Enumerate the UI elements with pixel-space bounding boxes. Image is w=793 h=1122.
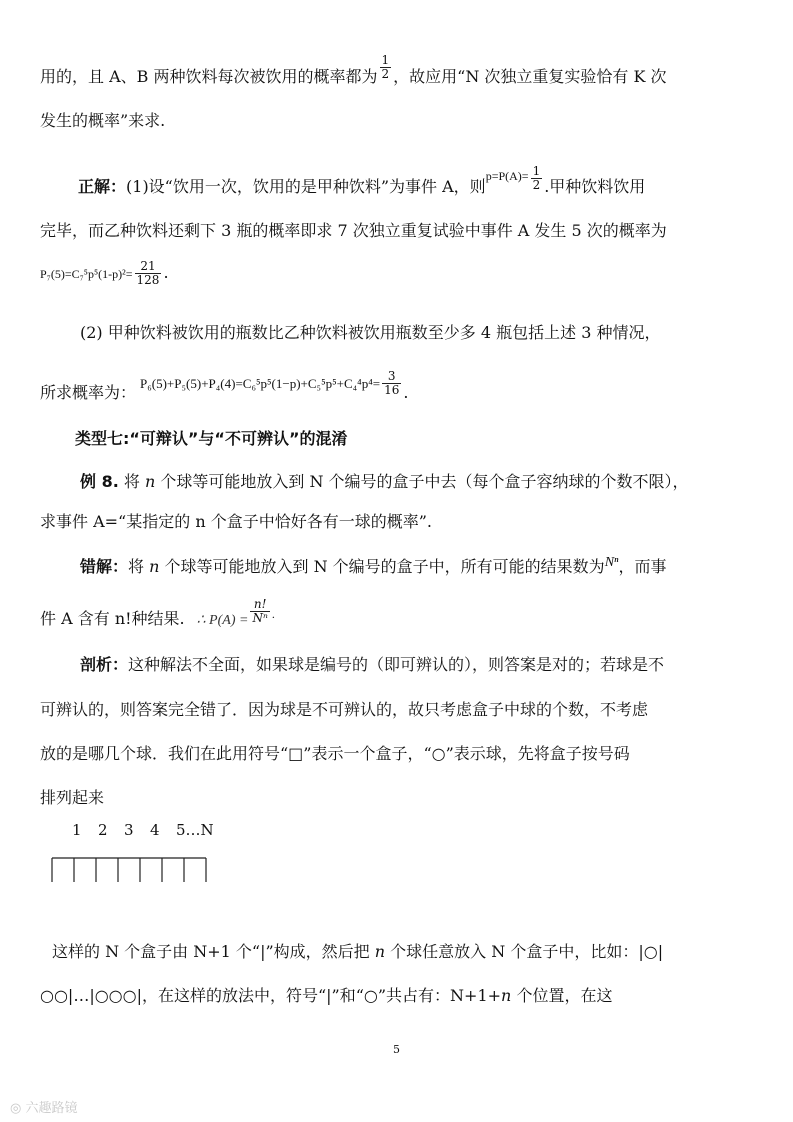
box-label: 3	[124, 821, 134, 839]
analysis-label: 剖析：	[80, 655, 129, 674]
fraction-p: $\frac{1}{2}$	[532, 164, 541, 192]
para1-line2: 发生的概率”来求.	[40, 111, 166, 130]
tail-line2: ○○|…|○○○|，在这样的放法中，符号“|”和“○”共占有：N+1+n 个位置，在这	[40, 986, 613, 1005]
box-label: 4	[150, 821, 160, 839]
solution-label: 正解：	[78, 177, 127, 196]
fraction-n-factorial: $\frac{n!}{\text{Nⁿ}}$	[252, 597, 268, 625]
example8-line1: 例 8. 将 n 个球等可能地放入到 N 个编号的盒子中去（每个盒子容纳球的个数不限），	[80, 472, 689, 491]
solution-formula1: P₇(5)=C₇⁵p⁵(1-p)²= $\frac{21}{128}$ .	[40, 259, 169, 287]
analysis-line2: 可辨认的，则答案完全错了．因为球是不可辨认的，故只考虑盒子中球的个数，不考虑	[40, 700, 649, 719]
fraction-21-128: $\frac{21}{128}$	[136, 259, 160, 287]
wrong-label: 错解：	[80, 557, 129, 576]
page-number: 5	[393, 1043, 400, 1056]
watermark-logo-icon: ◎	[10, 1101, 26, 1116]
box-label: 2	[98, 821, 108, 839]
solution-line3: (2) 甲种饮料被饮用的瓶数比乙种饮料被饮用瓶数至少多 4 瓶包括上述 3 种情况，	[80, 323, 661, 342]
example8-label: 例 8.	[80, 472, 119, 491]
tail-line1: 这样的 N 个盒子由 N+1 个“|”构成，然后把 n 个球任意放入 N 个盒子中，比如：|○|	[52, 942, 664, 961]
fraction-3-16: $\frac{3}{16}$	[384, 369, 400, 397]
analysis-line1: 剖析：这种解法不全面，如果球是编号的（即可辨认的），则答案是对的；若球是不	[80, 655, 665, 674]
section-heading-type7: 类型七:“可辩认”与“不可辨认”的混淆	[75, 429, 348, 448]
box-number-labels	[72, 821, 214, 839]
wrong-line2: 件 A 含有 n!种结果. ∴ P(A) = $\frac{n!}{\text{Nⁿ}}$ .	[40, 597, 275, 628]
box-label: 1	[72, 821, 82, 839]
example8-line2: 求事件 A=“某指定的 n 个盒子中恰好各有一球的概率”.	[40, 512, 432, 531]
wrong-line1: 错解：将 n 个球等可能地放入到 N 个编号的盒子中，所有可能的结果数为Nⁿ，而事	[80, 555, 667, 576]
box-label: 5…N	[176, 821, 214, 839]
watermark: ◎ 六趣路镜	[10, 1101, 78, 1116]
fraction-half: $\frac{1}{2}$	[381, 53, 390, 81]
solution-formula2: 所求概率为： P₆(5)+P₅(5)+P₄(4)=C₆⁵p⁵(1−p)+C₅⁵p⁵+C₄⁴p⁴= $\frac{3}{16}$ .	[40, 369, 409, 402]
analysis-line4: 排列起来	[40, 788, 105, 807]
para1-line1: 用的，且 A、B 两种饮料每次被饮用的概率都为 $\frac{1}{2}$ ，故应用“N 次独立重复实验恰有 K 次	[40, 53, 667, 86]
solution-line1: 正解：(1)设“饮用一次，饮用的是甲种饮料”为事件 A，则$^{p=P(A)=}$ $\frac{1}{2}$ .甲种饮料饮用	[78, 164, 646, 196]
analysis-line3: 放的是哪几个球．我们在此用符号“□”表示一个盒子，“○”表示球，先将盒子按号码	[40, 744, 630, 763]
box-diagram	[50, 856, 210, 884]
solution-line2: 完毕，而乙种饮料还剩下 3 瓶的概率即求 7 次独立重复试验中事件 A 发生 5 次的概率为	[40, 221, 667, 240]
